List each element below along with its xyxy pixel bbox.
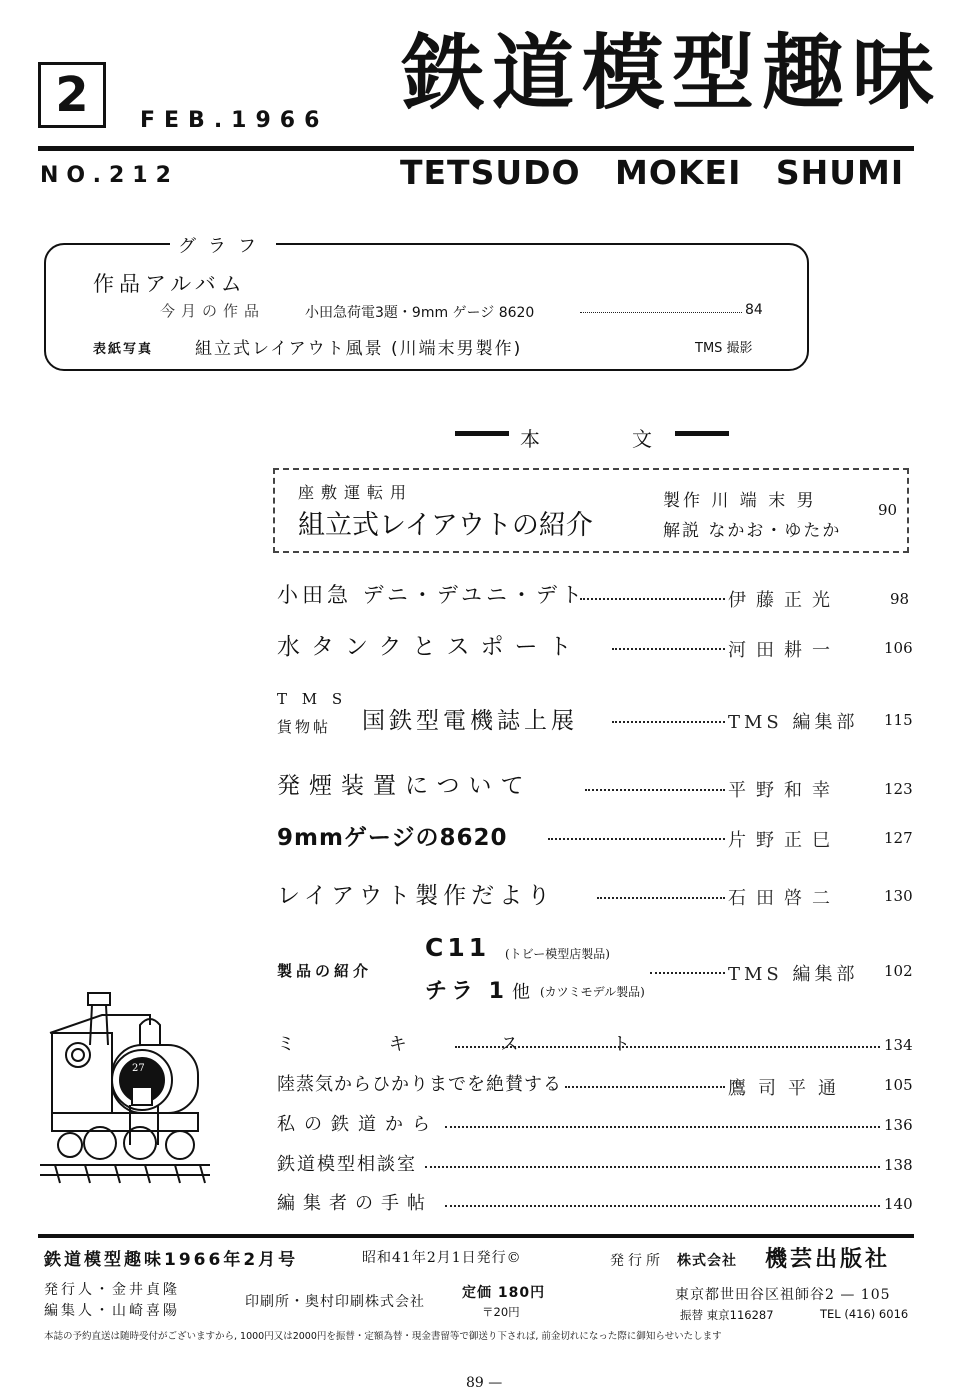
issue-no: NO.212 <box>40 163 179 188</box>
leader-dots <box>612 721 725 723</box>
page-folio: 89 — <box>466 1375 503 1391</box>
toc-author: 平野和幸 <box>728 780 840 801</box>
leader-dots <box>455 1046 880 1048</box>
honbun-rule-left <box>455 431 509 436</box>
toc-page: 127 <box>884 829 913 847</box>
toc-series-sublabel: 貨物帖 <box>277 718 332 736</box>
magazine-title-jp: 鉄道模型趣味 <box>402 26 943 121</box>
toc-page: 105 <box>884 1076 913 1094</box>
svg-text:27: 27 <box>132 1063 145 1074</box>
toc-author: 石田啓二 <box>728 888 840 909</box>
toc-author: 伊藤正光 <box>728 590 840 611</box>
toc-title: 私の鉄道から <box>277 1114 439 1135</box>
leader-dots <box>425 1166 880 1168</box>
leader-dots <box>565 1086 725 1088</box>
toc-title: 9mmゲージの8620 <box>277 825 508 851</box>
honbun-label-right: 文 <box>632 427 652 451</box>
toc-product-suffix: 他 <box>512 982 530 1003</box>
cover-photo-detail: 組立式レイアウト風景 (川端末男製作) <box>195 339 523 359</box>
toc-title: 発煙装置について <box>277 773 533 799</box>
toc-page: 115 <box>884 711 913 729</box>
honbun-label-left: 本 <box>520 427 540 451</box>
toc-product-note: (トビー模型店製品) <box>505 947 610 961</box>
toc-page: 102 <box>884 962 913 980</box>
featured-title: 組立式レイアウトの紹介 <box>298 510 593 541</box>
toc-series-label: T M S <box>277 690 348 708</box>
toc-title: 編集者の手帖 <box>277 1193 433 1214</box>
graph-label: グラフ <box>170 232 276 258</box>
locomotive-illustration <box>40 985 210 1190</box>
cover-photo-label: 表紙写真 <box>93 342 154 357</box>
toc-author: 鷹司平通 <box>728 1078 848 1099</box>
month-works-detail: 小田急荷電3題・9mm ゲージ 8620 <box>305 305 535 321</box>
footer-transfer: 振替 東京116287 <box>680 1308 774 1322</box>
issue-date: FEB.1966 <box>140 108 329 133</box>
toc-page: 106 <box>884 639 913 657</box>
toc-page: 134 <box>884 1036 913 1054</box>
footer-tel: TEL (416) 6016 <box>820 1307 909 1321</box>
toc-products-label: 製品の紹介 <box>277 962 373 980</box>
footer-publisher-label: 発行所 <box>610 1253 664 1269</box>
toc-page: 123 <box>884 780 913 798</box>
toc-author: 片野正巳 <box>728 830 840 851</box>
toc-title: 鉄道模型相談室 <box>277 1154 417 1175</box>
footer-printer: 印刷所・奥村印刷株式会社 <box>245 1294 425 1310</box>
honbun-rule-right <box>675 431 729 436</box>
featured-subtitle: 座敷運転用 <box>298 483 414 502</box>
leader-dots <box>445 1205 880 1207</box>
footer-rule <box>38 1234 914 1238</box>
month-works-page: 84 <box>745 302 763 318</box>
toc-title: ミ キ ス ト <box>277 1034 675 1055</box>
header-rule <box>38 146 914 151</box>
toc-author: TMS 編集部 <box>728 964 859 985</box>
toc-title: 水タンクとスポート <box>277 634 583 660</box>
toc-product-note: (カツミモデル製品) <box>540 985 645 999</box>
footer-note: 本誌の予約直送は随時受付がございますから, 1000円又は2000円を振替・定額為替・現金書留等で御送り下されば, 前金切れになった際に御知らせいたします <box>44 1331 722 1342</box>
cover-photo-credit: TMS 撮影 <box>695 341 753 356</box>
footer-address: 東京都世田谷区祖師谷2 — 105 <box>675 1287 891 1303</box>
album-title: 作品アルバム <box>93 272 247 296</box>
leader-dots <box>580 312 742 313</box>
leader-dots <box>612 648 725 650</box>
footer-issued: 昭和41年2月1日発行© <box>362 1250 522 1266</box>
footer-postage: 〒20円 <box>482 1305 520 1319</box>
footer-publisher-person: 発行人・金井貞隆 <box>44 1282 180 1298</box>
toc-page: 138 <box>884 1156 913 1174</box>
toc-title: レイアウト製作だより <box>277 883 556 909</box>
leader-dots <box>548 838 725 840</box>
featured-page: 90 <box>878 501 898 519</box>
footer-price: 定価 180円 <box>462 1285 546 1301</box>
toc-title: 国鉄型電機誌上展 <box>362 708 578 734</box>
toc-page: 136 <box>884 1116 913 1134</box>
featured-credit-writer: 解説 なかお・ゆたか <box>663 521 842 541</box>
footer-company-type: 株式会社 <box>677 1253 737 1269</box>
footer-editor-person: 編集人・山崎喜陽 <box>44 1303 180 1319</box>
toc-product-item: C11 <box>425 933 491 962</box>
featured-credit-maker: 製作 川 端 末 男 <box>663 491 817 511</box>
footer-company: 機芸出版社 <box>765 1247 891 1272</box>
toc-page: 98 <box>890 590 910 608</box>
issue-number: 2 <box>38 62 106 128</box>
leader-dots <box>650 972 725 974</box>
toc-product-item: チラ 1 <box>425 979 508 1004</box>
magazine-title-en: TETSUDO MOKEI SHUMI <box>400 153 905 192</box>
toc-page: 130 <box>884 887 913 905</box>
month-works-label: 今月の作品 <box>160 302 266 320</box>
toc-page: 140 <box>884 1195 913 1213</box>
toc-author: 河田耕一 <box>728 640 840 661</box>
toc-title: 小田急 デニ・デユニ・デト <box>277 583 586 607</box>
toc-author: TMS 編集部 <box>728 712 859 733</box>
toc-title: 陸蒸気からひかりまでを絶賛する <box>277 1074 562 1095</box>
footer-magazine: 鉄道模型趣味1966年2月号 <box>44 1250 299 1270</box>
leader-dots <box>445 1126 880 1128</box>
leader-dots <box>597 897 725 899</box>
leader-dots <box>585 789 725 791</box>
leader-dots <box>580 598 725 600</box>
